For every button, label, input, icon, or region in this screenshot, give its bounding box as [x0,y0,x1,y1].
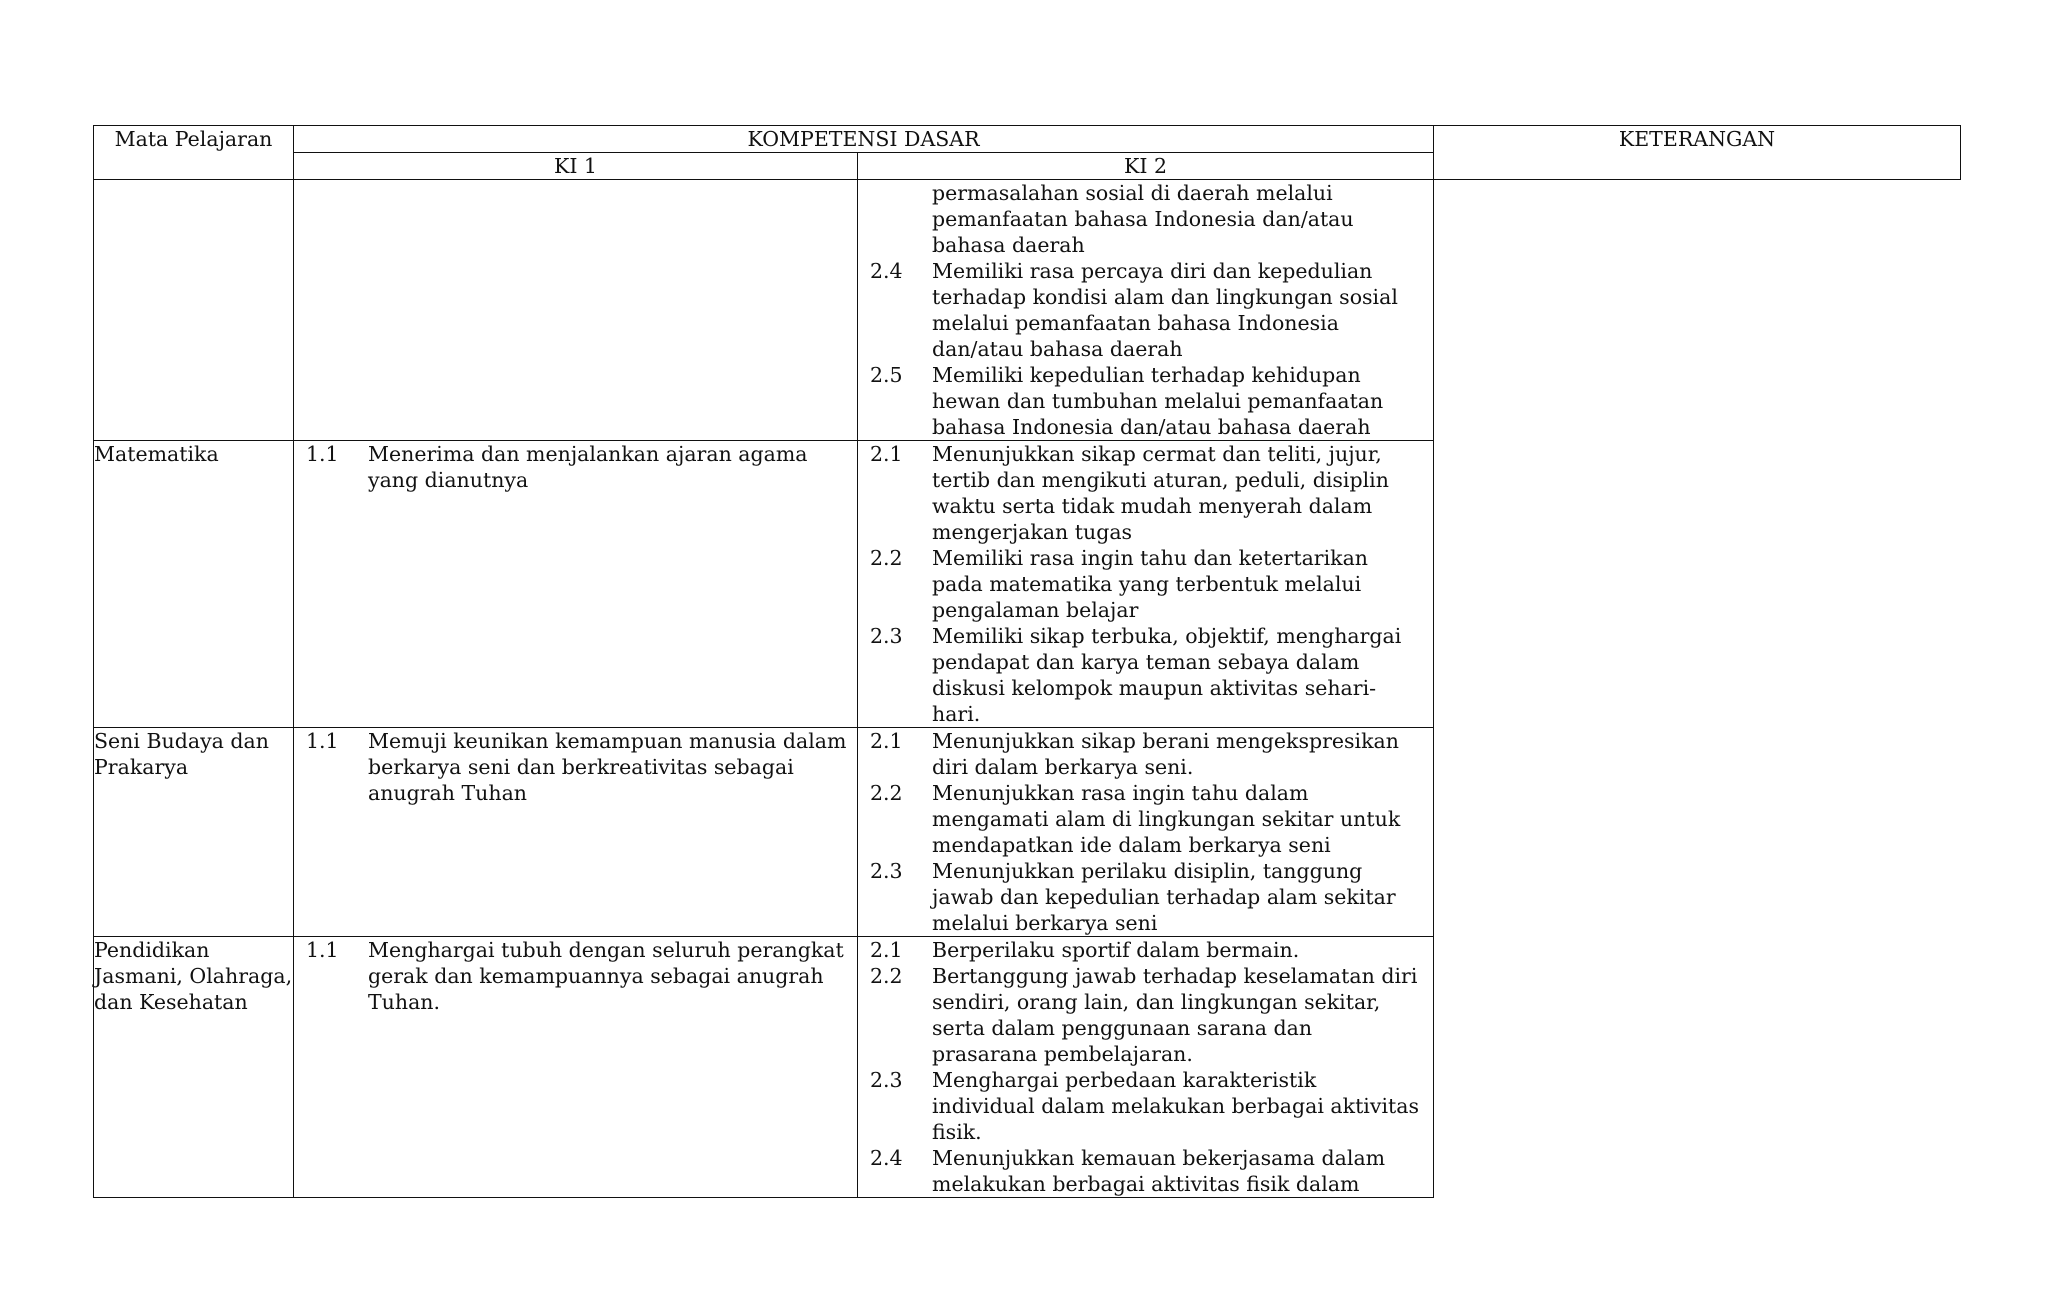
item-text: Memuji keunikan kemampuan manusia dalam berkarya seni dan berkreativitas sebagai anugrah Tuhan [368,729,847,805]
ki1-item [294,441,857,493]
ki2-item [858,441,1433,545]
ki2-item [858,362,1433,440]
table-row [94,728,1961,937]
ki1-item [294,728,857,806]
item-number: 1.1 [306,442,339,466]
item-text: Menghargai tubuh dengan seluruh perangkat gerak dan kemampuannya sebagai anugrah Tuhan. [368,938,844,1014]
item-number: 2.2 [870,964,903,988]
item-number: 2.3 [870,1068,903,1092]
item-number: 1.1 [306,938,339,962]
header-keterangan [1434,126,1961,180]
item-number: 2.3 [870,859,903,883]
header-subject: Mata Pelajaran [94,126,294,180]
ki2-item [858,780,1433,858]
ki2-item [858,937,1433,963]
ki2-item [858,1067,1433,1145]
table-row [94,937,1961,1198]
subject-cell [94,180,294,441]
ki2-item [858,545,1433,623]
ki2-cell [858,937,1434,1198]
item-text: Memiliki rasa ingin tahu dan ketertarikan pada matematika yang terbentuk melalui pengalaman belajar [932,546,1368,622]
competency-table [93,125,1961,1198]
item-text: Menunjukkan sikap cermat dan teliti, jujur, tertib dan mengikuti aturan, peduli, disiplin waktu serta tidak mudah menyerah dalam mengerjakan tugas [932,442,1389,544]
item-text: Bertanggung jawab terhadap keselamatan diri sendiri, orang lain, dan lingkungan sekitar, serta dalam penggunaan sarana dan prasarana pembelajaran. [932,964,1418,1066]
subject-cell: Pendidikan Jasmani, Olahraga, dan Kesehatan [94,937,294,1198]
item-number: 2.4 [870,1146,903,1170]
item-number: 2.3 [870,624,903,648]
item-text: Menunjukkan perilaku disiplin, tanggung jawab dan kepedulian terhadap alam sekitar melalui berkarya seni [932,859,1396,935]
ki2-cell [858,441,1434,728]
table-row [94,180,1961,441]
item-text: Berperilaku sportif dalam bermain. [932,938,1300,962]
item-text: Menerima dan menjalankan ajaran agama yang dianutnya [368,442,808,492]
item-text: Menghargai perbedaan karakteristik individual dalam melakukan berbagai aktivitas fisik. [932,1068,1419,1144]
subject-cell: Matematika [94,441,294,728]
ki1-cell [294,937,858,1198]
ki1-cell [294,441,858,728]
header-keterangan-label: KETERANGAN [1618,127,1776,151]
ki2-item [858,728,1433,780]
item-number: 2.1 [870,729,903,753]
subject-cell: Seni Budaya dan Prakarya [94,728,294,937]
item-text: Menunjukkan sikap berani mengekspresikan diri dalam berkarya seni. [932,729,1399,779]
item-number: 1.1 [306,729,339,753]
item-number: 2.2 [870,781,903,805]
item-text: Memiliki sikap terbuka, objektif, menghargai pendapat dan karya teman sebaya dalam diskusi kelompok maupun aktivitas sehari-hari. [932,624,1402,726]
ki2-item [858,623,1433,727]
item-text: Menunjukkan rasa ingin tahu dalam mengamati alam di lingkungan sekitar untuk mendapatkan ide dalam berkarya seni [932,781,1401,857]
ki1-item [294,937,857,1015]
item-text: Menunjukkan kemauan bekerjasama dalam melakukan berbagai aktivitas fisik dalam [932,1146,1386,1196]
ki2-cell [858,180,1434,441]
header-ki2: KI 2 [858,153,1434,180]
item-text: Memiliki rasa percaya diri dan kepedulian terhadap kondisi alam dan lingkungan sosial melalui pemanfaatan bahasa Indonesia dan/atau bahasa daerah [932,259,1398,361]
table-row [94,441,1961,728]
item-text: Memiliki kepedulian terhadap kehidupan hewan dan tumbuhan melalui pemanfaatan bahasa Indonesia dan/atau bahasa daerah [932,363,1384,439]
ki2-item [858,963,1433,1067]
item-number: 2.2 [870,546,903,570]
ki2-item [858,258,1433,362]
header-ki1: KI 1 [294,153,858,180]
ki1-cell [294,180,858,441]
item-number: 2.1 [870,938,903,962]
item-number: 2.5 [870,363,903,387]
header-kompetensi-dasar: KOMPETENSI DASAR [294,126,1434,153]
item-number: 2.4 [870,259,903,283]
ki2-cell [858,728,1434,937]
ki1-cell [294,728,858,937]
ki2-continuation-text: permasalahan sosial di daerah melalui pemanfaatan bahasa Indonesia dan/atau bahasa daerah [932,181,1354,257]
ki2-item [858,1145,1433,1197]
item-number: 2.1 [870,442,903,466]
ki2-item [858,858,1433,936]
